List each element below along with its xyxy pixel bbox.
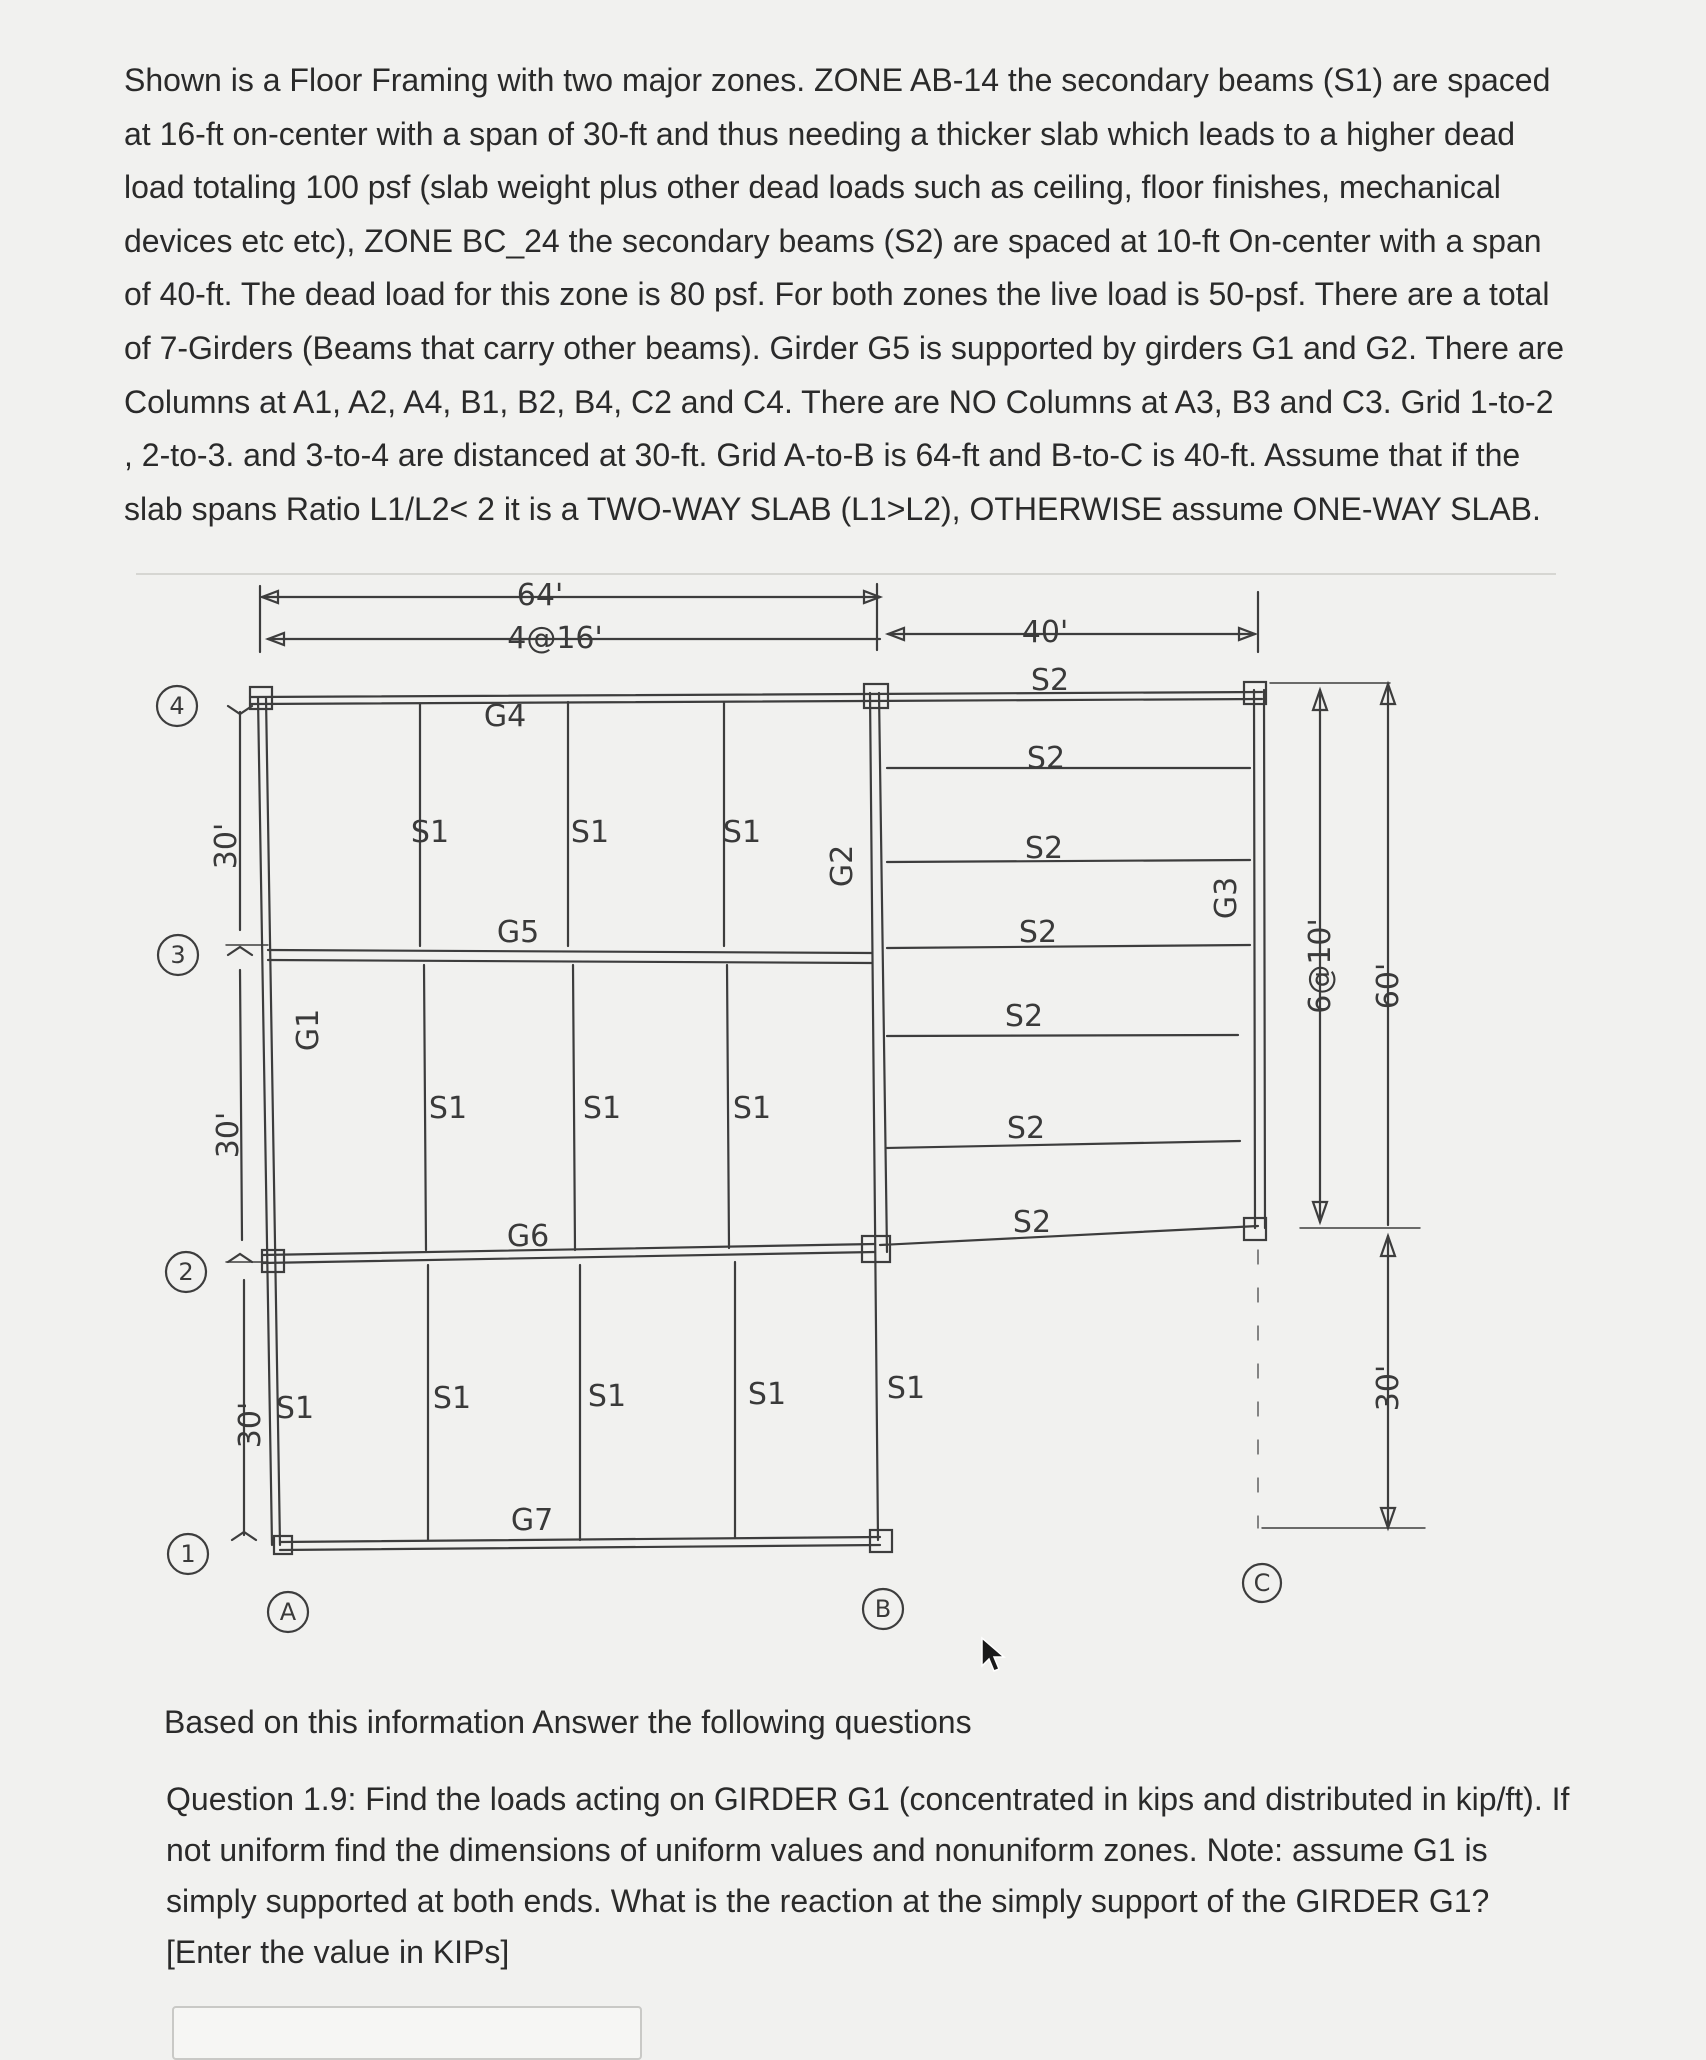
s1-mark: S1 bbox=[432, 1381, 472, 1416]
mouse-pointer-icon bbox=[980, 1636, 1010, 1676]
dim-1-2-label: 30' bbox=[233, 1401, 268, 1449]
girder-label-g6: G6 bbox=[506, 1219, 550, 1254]
girder-label-g4: G4 bbox=[483, 699, 527, 734]
girder-g3-line bbox=[1254, 690, 1255, 1228]
column-b1 bbox=[870, 1530, 892, 1552]
grid-label-c: C bbox=[1253, 1569, 1271, 1597]
s2-mark: S2 bbox=[1006, 1111, 1046, 1146]
s1-mark: S1 bbox=[732, 1091, 772, 1126]
dim-40-label: 40' bbox=[1021, 615, 1069, 650]
s1-mark: S1 bbox=[886, 1371, 926, 1406]
grid-label-a: A bbox=[279, 1598, 297, 1626]
problem-statement: Shown is a Floor Framing with two major zones. ZONE AB-14 the secondary beams (S1) are spaced at 16-ft on-center with a span of 30-ft and thus needing a thicker slab which leads to a higher dead load totaling 100 psf (slab weight plus other dead loads such as ceiling, floor finishes, mechanical devices etc etc), ZONE BC_24 the secondary beams (S2) are spaced at 10-ft On-center with a span of 40-ft. The dead load for this zone is 80 psf. For both zones the live load is 50-psf. There are a total of 7-Girders (Beams that carry other beams). Girder G5 is supported by girders G1 and G2. There are Columns at A1, A2, A4, B1, B2, B4, C2 and C4. There are NO Columns at A3, B3 and C3. Grid 1-to-2 , 2-to-3. and 3-to-4 are distanced at 30-ft. Grid A-to-B is 64-ft and B-to-C is 40-ft. Assume that if the slab spans Ratio L1/L2< 2 it is a TWO-WAY SLAB (L1>L2), OTHERWISE assume ONE-WAY SLAB. bbox=[124, 62, 1565, 527]
column-b4 bbox=[864, 684, 888, 708]
s1-mark: S1 bbox=[582, 1091, 622, 1126]
dim-2-3-label: 30' bbox=[211, 1111, 246, 1159]
girder-label-g1: G1 bbox=[291, 1008, 326, 1052]
s2-mark: S2 bbox=[1018, 915, 1058, 950]
s2-mark: S2 bbox=[1030, 663, 1070, 698]
s1-mark: S1 bbox=[428, 1091, 468, 1126]
floor-framing-plan bbox=[140, 560, 1440, 1640]
s2-mark: S2 bbox=[1004, 999, 1044, 1034]
s1-mark: S1 bbox=[747, 1377, 787, 1412]
s1-mark: S1 bbox=[275, 1391, 315, 1426]
girder-g4-line bbox=[250, 692, 1262, 697]
s1-mark: S1 bbox=[587, 1379, 627, 1414]
dim-4at16-label: 4@16' bbox=[507, 621, 603, 656]
grid-label-4: 4 bbox=[169, 692, 185, 720]
s2-mark: S2 bbox=[1012, 1205, 1052, 1240]
grid-label-3: 3 bbox=[170, 941, 186, 969]
dim-30-right-label: 30' bbox=[1371, 1364, 1406, 1412]
s1-mark: S1 bbox=[722, 815, 762, 850]
question-text: Question 1.9: Find the loads acting on GIRDER G1 (concentrated in kips and distributed in kip/ft). If not uniform find the dimensions of uniform values and nonuniform zones. Note: assume G1 is simply supported at both ends. What is the reaction at the simply support of the GIRDER G1? [Enter the value in KIPs] bbox=[166, 1781, 1570, 1970]
s2-mark: S2 bbox=[1026, 741, 1066, 776]
dim-64-label: 64' bbox=[516, 578, 564, 613]
grid-label-2: 2 bbox=[178, 1258, 194, 1286]
answer-input[interactable] bbox=[172, 2006, 642, 2060]
girder-g2-line bbox=[870, 693, 878, 1540]
grid-label-1: 1 bbox=[180, 1540, 196, 1568]
girder-label-g5: G5 bbox=[496, 915, 540, 950]
s1-mark: S1 bbox=[410, 815, 450, 850]
girder-g5-line bbox=[268, 950, 872, 953]
s1-mark: S1 bbox=[570, 815, 610, 850]
girder-label-g2: G2 bbox=[825, 844, 860, 888]
girder-label-g3: G3 bbox=[1209, 876, 1244, 920]
column-a2 bbox=[262, 1250, 284, 1272]
column-a1 bbox=[274, 1536, 292, 1554]
girder-label-g7: G7 bbox=[510, 1503, 554, 1538]
dim-6at10-label: 6@10' bbox=[1303, 918, 1338, 1014]
s2-mark: S2 bbox=[1024, 831, 1064, 866]
dim-3-4-label: 30' bbox=[209, 822, 244, 870]
grid-label-b: B bbox=[874, 1595, 892, 1623]
lead-in-text: Based on this information Answer the following questions bbox=[164, 1704, 972, 1740]
dim-60-label: 60' bbox=[1371, 962, 1406, 1010]
